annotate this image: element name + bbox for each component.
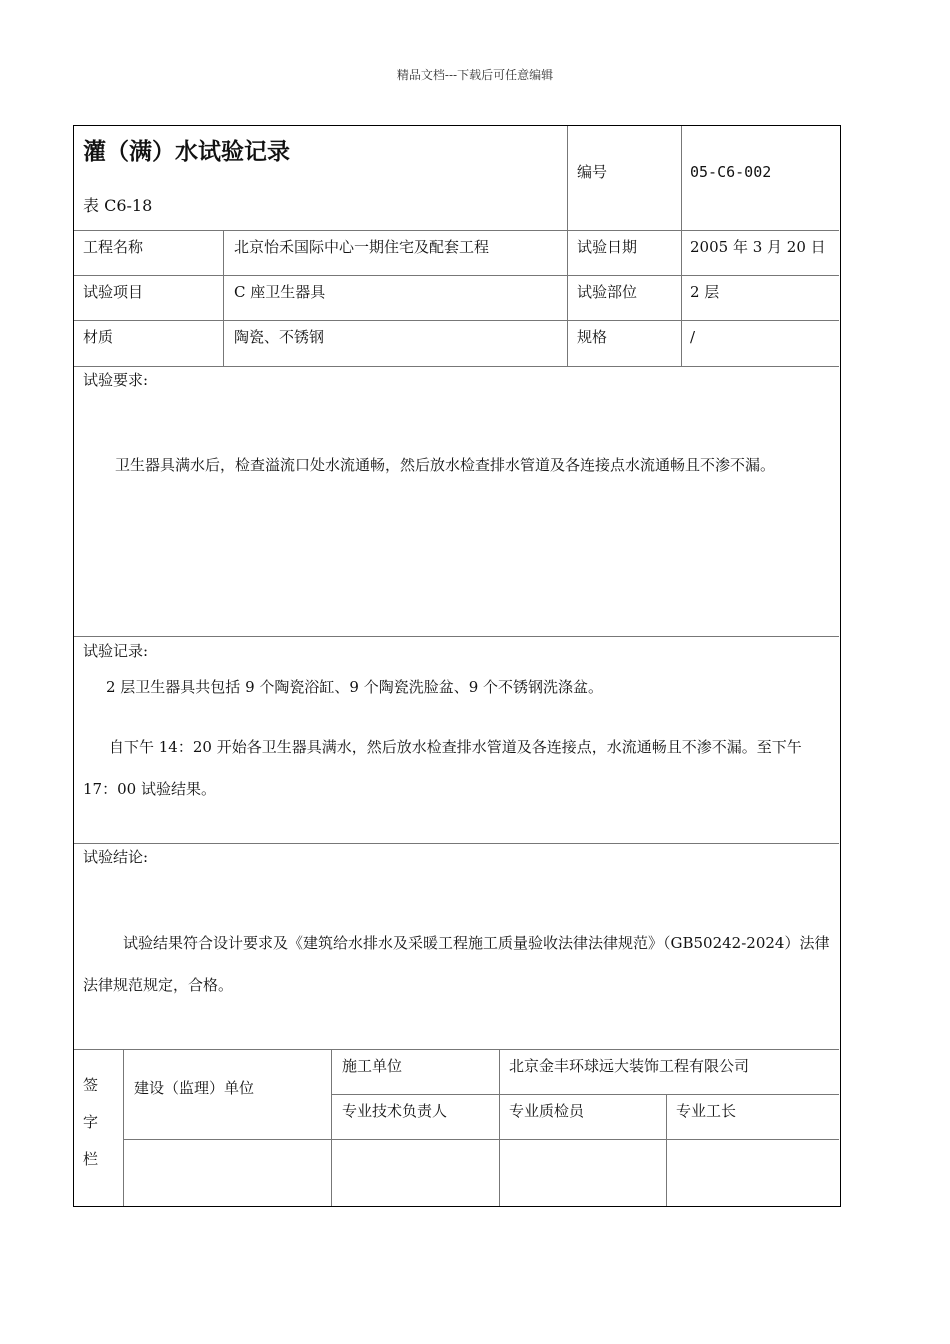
conclusion-label: 试验结论: [83,848,149,866]
contractor-label: 施工单位 [342,1057,403,1075]
col-divider [567,126,568,366]
record-line-2: 自下午 14：20 开始各卫生器具满水，然后放水检查排水管道及各连接点，水流通畅且不渗不漏。至下午 17：00 试验结果。 [83,738,802,798]
record-form [73,125,841,1207]
number-label: 编号 [577,163,608,181]
qc-label: 专业质检员 [509,1102,585,1120]
page-header-note: 精品文档---下载后可任意编辑 [396,68,554,82]
requirements-label: 试验要求: [83,371,149,389]
contractor-name: 北京金丰环球远大装饰工程有限公司 [509,1057,750,1075]
test-date-value: 2005 年 3 月 20 日 [690,238,826,256]
row-divider [74,366,839,367]
row-divider [74,1049,839,1050]
row-divider [74,320,839,321]
project-name-label: 工程名称 [83,238,144,256]
form-title: 灌（满）水试验记录 [83,138,290,165]
material-label: 材质 [83,328,114,346]
test-item-label: 试验项目 [83,283,144,301]
col-divider [666,1094,667,1206]
record-line-1: 2 层卫生器具共包括 9 个陶瓷浴缸、9 个陶瓷洗脸盆、9 个不锈钢洗涤盆。 [106,678,604,696]
conclusion-text: 试验结果符合设计要求及《建筑给水排水及采暖工程施工质量验收法律法律规范》（GB50242-2024）法律法律规范规定，合格。 [83,934,830,994]
row-divider [123,1139,839,1140]
tech-lead-label: 专业技术负责人 [342,1102,448,1120]
signature-section-char: 签 [83,1076,99,1094]
col-divider [499,1049,500,1206]
test-location-label: 试验部位 [577,283,638,301]
test-date-label: 试验日期 [577,238,638,256]
owner-supervisor-label: 建设（监理）单位 [134,1079,255,1097]
col-divider [223,230,224,366]
form-code: 表 C6-18 [83,196,153,215]
signature-section-char: 栏 [83,1150,99,1168]
row-divider [74,230,839,231]
spec-value: / [690,328,696,346]
number-value: 05-C6-002 [690,163,772,181]
col-divider [681,126,682,366]
signature-section-char: 字 [83,1113,99,1131]
col-divider [331,1049,332,1206]
test-location-value: 2 层 [690,283,720,301]
foreman-label: 专业工长 [676,1102,737,1120]
requirements-text: 卫生器具满水后，检查溢流口处水流通畅，然后放水检查排水管道及各连接点水流通畅且不渗不漏。 [115,456,776,474]
row-divider [331,1094,839,1095]
project-name-value: 北京怡禾国际中心一期住宅及配套工程 [234,238,490,256]
col-divider [123,1049,124,1206]
record-label: 试验记录: [83,642,149,660]
spec-label: 规格 [577,328,608,346]
material-value: 陶瓷、不锈钢 [234,328,325,346]
test-item-value: C 座卫生器具 [234,283,326,301]
row-divider [74,636,839,637]
row-divider [74,843,839,844]
row-divider [74,275,839,276]
